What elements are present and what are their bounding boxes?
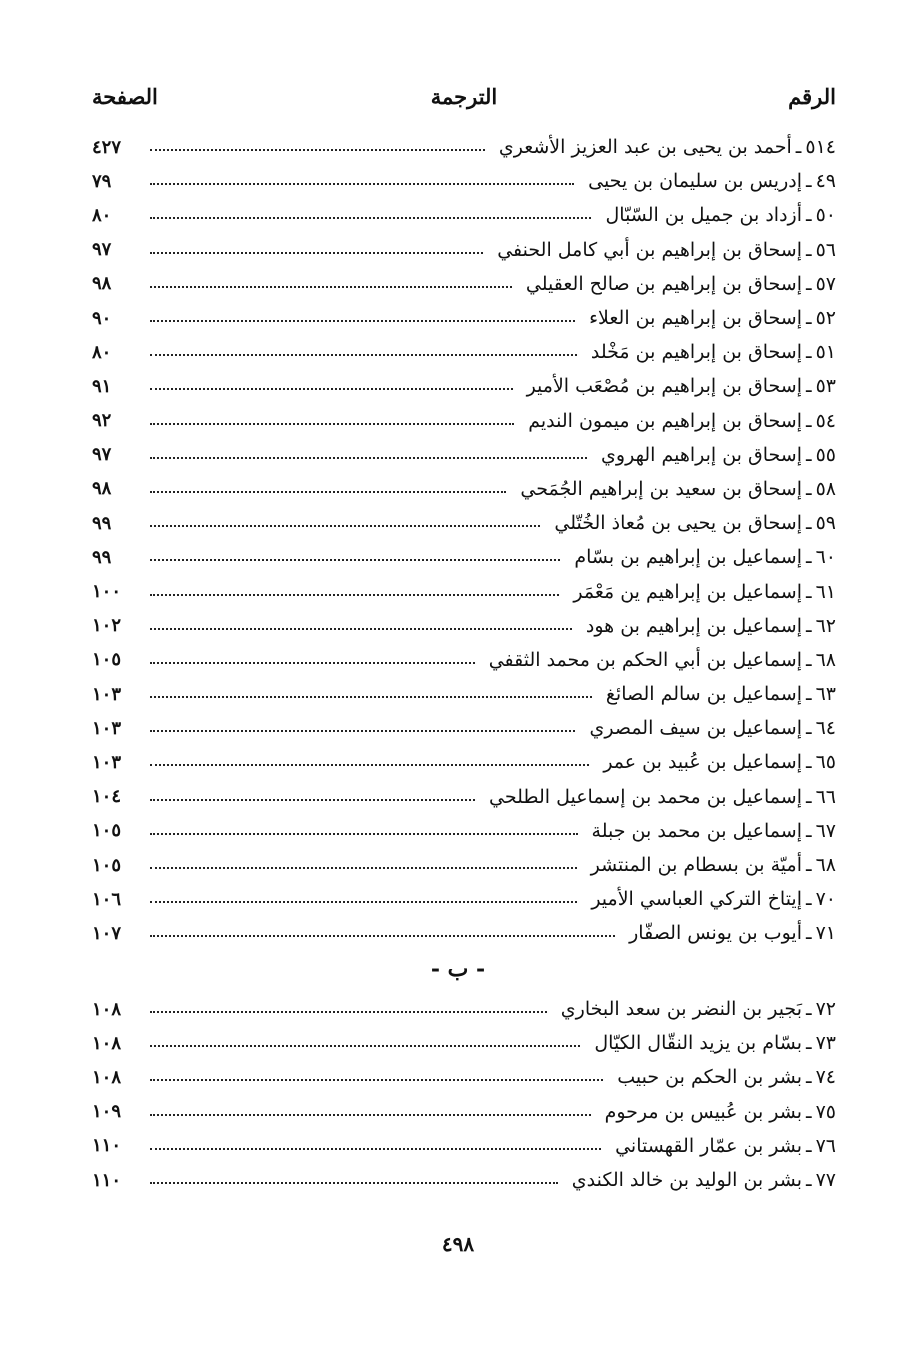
dot-leader: [150, 388, 513, 390]
entry-separator: ـ: [806, 819, 812, 842]
entry-number: ٧٤: [815, 1066, 836, 1089]
entry-number: ٦٨: [815, 648, 836, 671]
entry-separator: ـ: [806, 785, 812, 808]
entry-name: إسحاق بن سعيد بن إبراهيم الجُمَحي: [520, 477, 802, 500]
entry-separator: ـ: [806, 1169, 812, 1192]
index-entry: [92, 677, 836, 711]
dot-leader: [150, 594, 559, 596]
dot-leader: [150, 1114, 591, 1116]
entry-separator: ـ: [806, 204, 812, 227]
title-column-label: الترجمة: [430, 84, 498, 109]
entry-page: ١٠٦: [92, 888, 122, 910]
entry-page: ٩٩: [92, 512, 112, 534]
index-entry: [92, 164, 836, 198]
entry-page: ١١٠: [92, 1135, 122, 1157]
entry-name: بشر بن عُبيس بن مرحوم: [604, 1100, 802, 1123]
entry-name: أيوب بن يونس الصفّار: [629, 922, 802, 945]
dot-leader: [150, 559, 560, 561]
entry-page: ١٠٨: [92, 1032, 122, 1054]
entry-number: ٦٣: [815, 683, 836, 706]
entry-page: ٩٩: [92, 546, 112, 568]
entry-name: إسماعيل بن إبراهيم بن بسّام: [574, 546, 802, 569]
index-entry: [92, 472, 836, 506]
entry-name: بشر بن الوليد بن خالد الكندي: [571, 1169, 802, 1192]
entry-page: ٤٢٧: [92, 136, 122, 158]
entry-page: ١١٠: [92, 1169, 122, 1191]
entry-page: ١٠٥: [92, 854, 122, 876]
entry-number: ٦١: [815, 580, 836, 603]
entry-number: ٦٨: [815, 854, 836, 877]
entry-separator: ـ: [806, 409, 812, 432]
entry-name: إسحاق بن إبراهيم بن العلاء: [589, 307, 802, 330]
entry-page: ١٠٥: [92, 820, 122, 842]
entry-separator: ـ: [806, 1032, 812, 1055]
entry-number: ٧٢: [815, 998, 836, 1021]
entry-separator: ـ: [806, 751, 812, 774]
index-entry: [92, 540, 836, 574]
entry-number: ٦٤: [815, 717, 836, 740]
dot-leader: [150, 354, 577, 356]
page-number: ٤٩٨: [441, 1232, 475, 1256]
entry-page: ٩٧: [92, 239, 112, 261]
index-entry: [92, 916, 836, 950]
index-entry: [92, 609, 836, 643]
entry-number: ٧٣: [815, 1032, 836, 1055]
entry-number: ٧٥: [815, 1100, 836, 1123]
dot-leader: [150, 286, 512, 288]
entry-name: إسحاق بن إبراهيم بن مَخْلد: [590, 341, 802, 364]
index-entry: [92, 233, 836, 267]
index-entry: [92, 1026, 836, 1060]
entry-separator: ـ: [806, 648, 812, 671]
entry-number: ٦٠: [815, 546, 836, 569]
entry-page: ١٠٢: [92, 615, 122, 637]
entry-separator: ـ: [806, 922, 812, 945]
index-entry: [92, 404, 836, 438]
dot-leader: [150, 935, 615, 937]
index-entry: [92, 1060, 836, 1094]
column-header: [92, 84, 836, 116]
entry-separator: ـ: [806, 341, 812, 364]
number-column-label: الرقم: [788, 84, 836, 109]
dot-leader: [150, 1011, 547, 1013]
dot-leader: [150, 149, 485, 151]
entry-page: ١٠٠: [92, 581, 122, 603]
entry-name: إسماعيل بن محمد بن جبلة: [591, 819, 802, 842]
dot-leader: [150, 525, 540, 527]
entry-number: ٧١: [815, 922, 836, 945]
entry-number: ٥٨: [815, 477, 836, 500]
entry-separator: ـ: [806, 272, 812, 295]
entry-number: ٦٦: [815, 785, 836, 808]
index-entry: [92, 301, 836, 335]
entry-separator: ـ: [806, 512, 812, 535]
entry-page: ١٠٣: [92, 717, 122, 739]
index-entry: [92, 438, 836, 472]
entry-separator: ـ: [806, 170, 812, 193]
entry-number: ٥٩: [815, 512, 836, 535]
entry-number: ٥١: [815, 341, 836, 364]
dot-leader: [150, 217, 591, 219]
entry-separator: ـ: [806, 614, 812, 637]
index-entry: [92, 130, 836, 164]
entry-list-ba: [92, 992, 836, 1197]
index-entry: [92, 574, 836, 608]
index-entry: [92, 848, 836, 882]
dot-leader: [150, 457, 587, 459]
entry-page: ٩٧: [92, 444, 112, 466]
index-entry: [92, 1095, 836, 1129]
dot-leader: [150, 867, 577, 869]
entry-number: ٥٤: [815, 409, 836, 432]
entry-name: إسماعيل بن محمد بن إسماعيل الطلحي: [488, 785, 802, 808]
index-entry: [92, 711, 836, 745]
entry-name: إسحاق بن إبراهيم بن أبي كامل الحنفي: [497, 238, 802, 261]
entry-name: إسحاق بن إبراهيم بن ميمون النديم: [528, 409, 802, 432]
entry-name: أزداد بن جميل بن السّبّال: [605, 204, 802, 227]
entry-separator: ـ: [806, 683, 812, 706]
index-entry: [92, 506, 836, 540]
entry-number: ٧٦: [815, 1134, 836, 1157]
entry-separator: ـ: [806, 1066, 812, 1089]
index-entry: [92, 369, 836, 403]
entry-page: ٩٢: [92, 410, 112, 432]
entry-page: ١٠٣: [92, 683, 122, 705]
dot-leader: [150, 423, 514, 425]
entry-number: ٥٦: [815, 238, 836, 261]
entry-separator: ـ: [806, 546, 812, 569]
entry-number: ٥٢: [815, 307, 836, 330]
entry-page: ٩١: [92, 375, 112, 397]
entry-separator: ـ: [795, 136, 802, 159]
entry-separator: ـ: [806, 1100, 812, 1123]
entry-name: أحمد بن يحيى بن عبد العزيز الأشعري: [498, 136, 792, 159]
entry-separator: ـ: [806, 238, 812, 261]
entry-name: بَجير بن النضر بن سعد البخاري: [560, 998, 802, 1021]
entry-name: إدريس بن سليمان بن يحيى: [588, 170, 802, 193]
entry-page: ١٠٤: [92, 786, 122, 808]
entry-separator: ـ: [806, 580, 812, 603]
entry-page: ١٠٣: [92, 751, 122, 773]
dot-leader: [150, 730, 575, 732]
dot-leader: [150, 901, 577, 903]
entry-name: إسحاق بن إبراهيم الهروي: [601, 443, 802, 466]
index-entry: [92, 335, 836, 369]
index-entry: [92, 814, 836, 848]
entry-number: ٥٥: [815, 443, 836, 466]
entry-page: ٩٨: [92, 478, 112, 500]
entry-name: إيتاخ التركي العباسي الأمير: [591, 888, 802, 911]
entry-name: إسماعيل بن سالم الصائغ: [605, 683, 802, 706]
entry-number: ٧٧: [815, 1169, 836, 1192]
entry-separator: ـ: [806, 998, 812, 1021]
dot-leader: [150, 1045, 580, 1047]
entry-name: بشر بن عمّار القهستاني: [615, 1134, 802, 1157]
entry-number: ٥٠: [815, 204, 836, 227]
entry-name: بشر بن الحكم بن حبيب: [617, 1066, 802, 1089]
index-entry: [92, 780, 836, 814]
entry-page: ٩٠: [92, 307, 112, 329]
entry-page: ١٠٨: [92, 1066, 122, 1088]
entry-page: ١٠٧: [92, 922, 122, 944]
index-entry: [92, 267, 836, 301]
entry-name: إسحاق بن إبراهيم بن صالح العقيلي: [525, 272, 802, 295]
entry-name: إسحاق بن يحيى بن مُعاذ الخُتّلي: [554, 512, 802, 535]
dot-leader: [150, 320, 575, 322]
entry-name: إسحاق بن إبراهيم بن مُصْعَب الأمير: [526, 375, 802, 398]
entry-separator: ـ: [806, 888, 812, 911]
entry-separator: ـ: [806, 375, 812, 398]
entry-page: ٩٨: [92, 273, 112, 295]
entry-name: إسماعيل بن سيف المصري: [589, 717, 802, 740]
dot-leader: [150, 1148, 601, 1150]
section-heading-ba: - ب -: [430, 956, 486, 982]
entry-number: ٥١٤: [805, 136, 836, 159]
entry-name: إسماعيل بن أبي الحكم بن محمد الثقفي: [488, 648, 802, 671]
entry-list-alif: [92, 130, 836, 951]
dot-leader: [150, 1182, 558, 1184]
entry-name: إسماعيل بن إبراهيم بن هود: [585, 614, 802, 637]
dot-leader: [150, 491, 506, 493]
entry-page: ٧٩: [92, 170, 112, 192]
entry-page: ١٠٨: [92, 998, 122, 1020]
entry-name: إسماعيل بن إبراهيم ين مَعْمَر: [573, 580, 802, 603]
index-entry: [92, 992, 836, 1026]
entry-page: ١٠٩: [92, 1101, 122, 1123]
page-column-label: الصفحة: [92, 84, 158, 109]
entry-number: ٥٧: [815, 272, 836, 295]
entry-number: ٥٣: [815, 375, 836, 398]
dot-leader: [150, 662, 475, 664]
entry-separator: ـ: [806, 307, 812, 330]
dot-leader: [150, 628, 572, 630]
entry-separator: ـ: [806, 443, 812, 466]
index-entry: [92, 643, 836, 677]
entry-page: ٨٠: [92, 204, 112, 226]
entry-number: ٦٧: [815, 819, 836, 842]
entry-number: ٦٢: [815, 614, 836, 637]
dot-leader: [150, 183, 574, 185]
index-entry: [92, 1163, 836, 1197]
entry-separator: ـ: [806, 1134, 812, 1157]
dot-leader: [150, 696, 592, 698]
dot-leader: [150, 833, 578, 835]
index-entry: [92, 882, 836, 916]
index-entry: [92, 198, 836, 232]
entry-separator: ـ: [806, 477, 812, 500]
dot-leader: [150, 1079, 603, 1081]
dot-leader: [150, 799, 475, 801]
entry-separator: ـ: [806, 717, 812, 740]
entry-number: ٧٠: [815, 888, 836, 911]
entry-page: ١٠٥: [92, 649, 122, 671]
entry-page: ٨٠: [92, 341, 112, 363]
entry-name: بسّام بن يزيد النقّال الكيّال: [594, 1032, 802, 1055]
entry-number: ٤٩: [815, 170, 836, 193]
dot-leader: [150, 764, 589, 766]
dot-leader: [150, 252, 483, 254]
entry-name: إسماعيل بن عُبيد بن عمر: [603, 751, 802, 774]
index-entry: [92, 745, 836, 779]
entry-name: أميّة بن بسطام بن المنتشر: [590, 854, 802, 877]
index-entry: [92, 1129, 836, 1163]
entry-number: ٦٥: [815, 751, 836, 774]
entry-separator: ـ: [806, 854, 812, 877]
